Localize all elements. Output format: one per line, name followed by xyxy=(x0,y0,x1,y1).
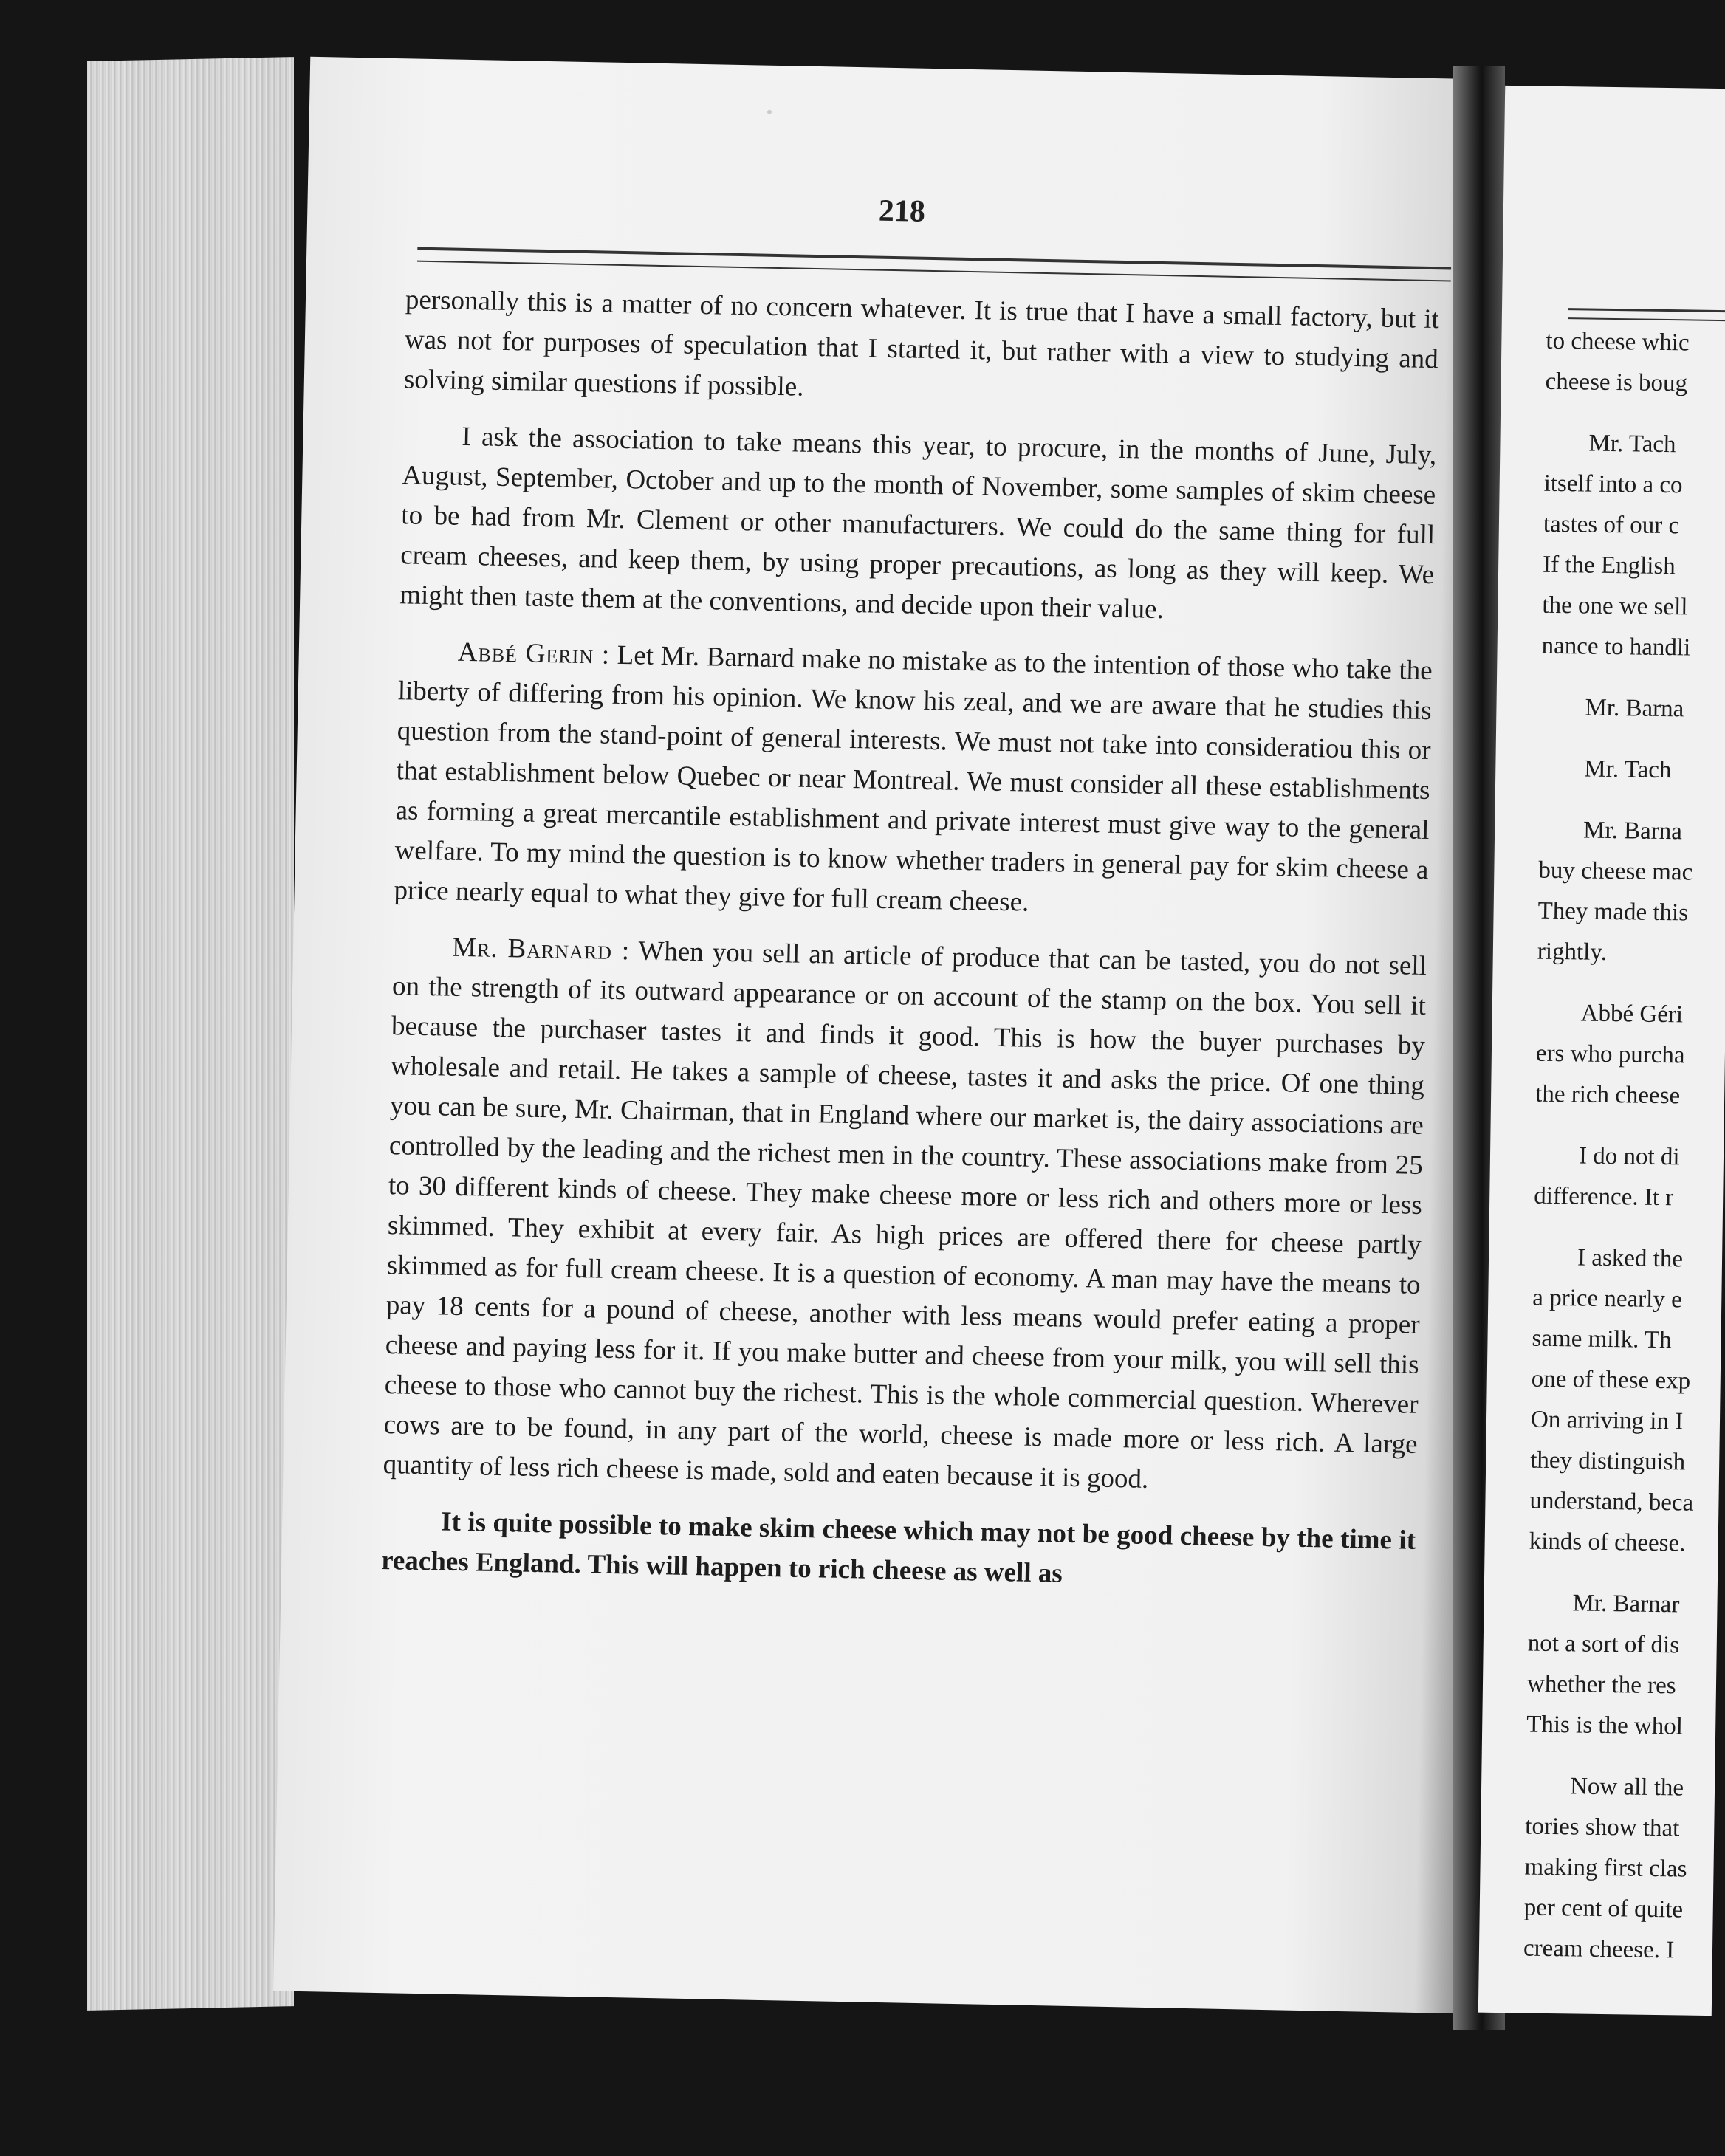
paragraph-text: Let Mr. Barnard make no mistake as to the intention of those who take the liberty of differing from his opinion. We know his zeal, and we are aware that he studies this question from the stand-point of general interests. We must not take into consideratiou this or that establishment below Quebec or near Montreal. We must consider all these establishments as forming a great mercantile establishment and private interest must give way to the general welfare. To my mind the question is to know whether traders in general pay for skim cheese a price nearly equal to what they give for full cream cheese. xyxy=(394,639,1433,918)
paragraph xyxy=(403,280,1439,419)
paragraph-text: It is quite possible to make skim cheese which may not be good cheese by the time it reaches England. This will happen to rich cheese as well as xyxy=(380,1506,1416,1589)
right-page-line: On arriving in I xyxy=(1530,1406,1684,1435)
right-page-line: per cent of quite xyxy=(1523,1894,1684,1923)
right-page-line: one of these exp xyxy=(1531,1365,1691,1395)
right-page-text xyxy=(1523,321,1725,1974)
right-page-line: Abbé Géri xyxy=(1580,1000,1684,1029)
paragraph-text: When you sell an article of produce that can be tasted, you do not sell on the strength of its outward appearance or on account of the stamp on the box. You sell it because the purchaser tastes it and finds it good. This is how the buyer purchases by wholesale and retail. He takes a sample of cheese, tastes it and asks the price. Of one thing you can be sure, Mr. Chairman, that in England where our market is, the dairy associations are controlled by the leading and the richest men in the country. These associations make from 25 to 30 different kinds of cheese. They make cheese more or less rich and others more or less skimmed. They exhibit at every fair. As high prices are offered there for cheese partly skimmed as for full cream cheese. It is a question of economy. A man may have the means to pay 18 cents for a pound of cheese, another with less means would prefer eating a proper cheese and paying less for it. If you make butter and cheese from your milk, you will sell this cheese to those who cannot buy the richest. This is the whole commercial question. Wherever cows are to be found, in any part of the world, cheese is made more or less rich. A large quantity of less rich cheese is made, sold and eaten because it is good. xyxy=(383,935,1427,1494)
right-page-line: nance to handli xyxy=(1541,632,1691,662)
right-page-line: If the English xyxy=(1542,551,1676,580)
right-page-line: tories show that xyxy=(1525,1813,1680,1842)
speaker-name: Abbé Gerin : xyxy=(457,636,611,670)
right-page-line: cheese is boug xyxy=(1545,368,1688,397)
right-page-line: Mr. Tach xyxy=(1588,430,1676,459)
book-page-edges xyxy=(87,57,294,2011)
right-page-line: I do not di xyxy=(1578,1142,1680,1171)
right-page-line: ers who purcha xyxy=(1535,1040,1685,1069)
left-page xyxy=(273,57,1499,2013)
right-page-line: Mr. Barna xyxy=(1585,694,1684,723)
page-body xyxy=(380,280,1439,1617)
header-rule xyxy=(417,247,1451,282)
right-page-line: making first clas xyxy=(1524,1853,1687,1883)
right-page-line: cream cheese. I xyxy=(1523,1934,1675,1964)
right-page-line: They made this xyxy=(1537,897,1689,927)
right-page-line: itself into a co xyxy=(1543,470,1683,499)
right-header-rule xyxy=(1568,308,1725,322)
right-page-line: they distinguish xyxy=(1529,1446,1686,1476)
right-page-line: whether the res xyxy=(1526,1670,1676,1700)
right-page-line: the one we sell xyxy=(1542,591,1688,621)
paragraph xyxy=(394,631,1433,930)
right-page-line: to cheese whic xyxy=(1546,327,1690,357)
right-page-line: rightly. xyxy=(1537,938,1608,966)
paragraph xyxy=(399,416,1437,635)
dust-speck xyxy=(767,110,772,114)
right-page-line: Mr. Barna xyxy=(1582,817,1683,845)
right-page-line: Mr. Tach xyxy=(1584,755,1672,784)
right-page-line: a price nearly e xyxy=(1532,1284,1683,1314)
right-page-line: same milk. Th xyxy=(1532,1325,1672,1354)
right-page-line: This is the whol xyxy=(1526,1711,1684,1740)
right-page-line: Mr. Barnar xyxy=(1572,1590,1680,1618)
right-page-line: understand, beca xyxy=(1529,1487,1694,1517)
right-page-line: kinds of cheese. xyxy=(1529,1528,1686,1557)
right-page-line: Now all the xyxy=(1569,1773,1684,1802)
paragraph-text: I ask the association to take means this year, to procure, in the months of June, July, August, September, October and up to the month of November, some samples of skim cheese to be had from Mr. Clement or other manufacturers. We could do the same thing for full cream cheeses, and keep them, by using proper precautions, as long as they will keep. We might then taste them at the conventions, and decide upon their value. xyxy=(399,421,1437,625)
paragraph xyxy=(381,1501,1416,1601)
speaker-name: Mr. Barnard : xyxy=(451,932,631,967)
paragraph xyxy=(383,927,1427,1505)
right-page-line: difference. It r xyxy=(1533,1182,1674,1212)
page-number: 218 xyxy=(878,193,926,229)
right-page-line: the rich cheese xyxy=(1534,1080,1681,1110)
right-page-line: buy cheese mac xyxy=(1538,856,1693,886)
right-page-line: tastes of our c xyxy=(1543,510,1680,540)
right-page-line: not a sort of dis xyxy=(1527,1630,1680,1659)
right-page xyxy=(1478,86,1725,2016)
right-page-line: I asked the xyxy=(1577,1244,1684,1273)
paragraph-text: personally this is a matter of no concern whatever. It is true that I have a small factory, but it was not for purposes of speculation that I started it, but rather with a view to studying and solving similar questions if possible. xyxy=(403,284,1440,402)
